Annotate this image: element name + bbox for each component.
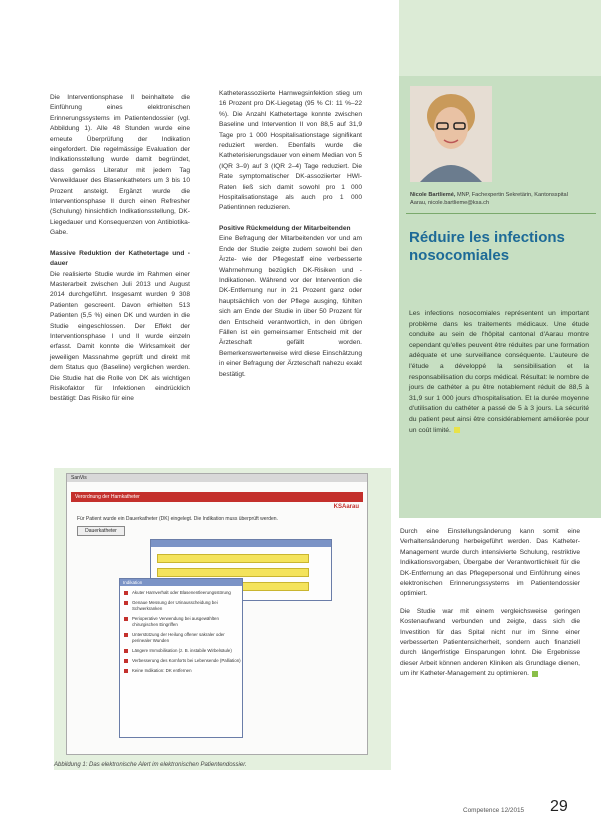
article-column-1	[50, 93, 190, 405]
sidebar-top-band	[399, 0, 601, 76]
article-column-3	[400, 527, 580, 680]
catheter-button[interactable]: Dauerkatheter	[77, 526, 125, 536]
section-heading: Positive Rückmeldung der Mitarbeitenden	[219, 224, 351, 232]
list-item[interactable]: Unterstützung der Heilung offener sakraler oder perinealer Wunden	[120, 632, 242, 644]
indication-dialog	[119, 578, 243, 738]
list-item[interactable]: Keine Indikation: DK entfernen	[120, 668, 242, 674]
list-item[interactable]: Genaue Messung der Urinausscheidung bei Schwerkranken	[120, 600, 242, 612]
author-details: MNP, Fachexpertin Sekretärin, Kantonsspital Aarau, nicole.bartlieme@ksa.ch	[410, 192, 568, 207]
paragraph: Durch eine Einstellungsänderung kann somit eine Verhaltensänderung herbeigeführt werden. Das Katheter-Management wurde durch intensivierte Schulung, restriktive Indikationsvorgaben, Übergabe der Verantwortlichkeit für die DK-Entfernung an das Pflegepersonal und Einführung eines elektronischen Erinnerungssystems im Patientendossier optimiert.	[400, 528, 580, 598]
paragraph-text: Die Studie war mit einem vergleichsweise geringen Kostenaufwand verbunden und zeigte, dass sich die Investition für das Spital nicht nur im Sinne einer verbesserten Patientensicherheit, sondern auch finanziell durch längerfristige Einsparungen lohnt. Die Ergebnisse dieser Arbeit können anderen Kliniken als Grundlage dienen, um ihr Katheter-Management zu optimieren.	[400, 607, 580, 678]
window-banner: Verordnung der Harnkatheter	[71, 492, 363, 502]
brand-logo: KSAarau	[333, 504, 359, 510]
paragraph: Die Interventionsphase II beinhaltete die Einführung eines elektronischen Erinnerungssystems im Patientendossier (vgl. Abbildung 1). Alle 48 Stunden wurde eine erneute Überprüfung der Indikation eingefordert. Die regelmässige Evaluation der Indikationsstellung wurde damit begründet, dass gemäss Literatur mit jedem Tag Verweildauer des Blasenkatheters um 3 bis 10 Prozent ansteigt. Ergänzt wurde die Interventionsphase II durch einen Refresher (Schulung) hinsichtlich Indikationsstellung, DK-Liegedauer und Konsequenzen von Antibiotika-Gabe.	[50, 94, 190, 237]
window-title: SanVis	[67, 474, 367, 482]
dialog-titlebar	[151, 540, 331, 547]
sidebar-summary	[409, 309, 589, 436]
journal-footer: Competence 12/2015	[463, 807, 525, 814]
paragraph: Katheterassoziierte Harnwegsinfektion stieg um 16 Prozent pro DK-Liegetag (95 % CI: 11 %–22 %). Die Anzahl Kathetertage konnte zwischen Baseline und Intervention II von 88,5 auf 31,9 Tage pro 1 000 Hospitalisationstage signifikant reduziert werden. Ebenfalls wurde die Katheterisierungsdauer von einem Median von 5 (IQR 3–9) auf 3 (IQR 2–4) Tage reduziert. Die Rate symptomatischer DK-assoziierter HWI-Raten ließ sich damit sowohl pro 1 000 Hospitalisationstage als auch pro 1 000 Patientinnen reduzieren.	[219, 90, 362, 212]
list-item[interactable]: Perioperative Verwendung bei ausgewählten chirurgischen Eingriffen	[120, 616, 242, 628]
list-item[interactable]: Verbesserung des Komforts bei Lebensende (Palliation)	[120, 658, 242, 664]
divider	[406, 213, 596, 214]
summary-text: Les infections nosocomiales représentent un important problème dans les traitements médicaux. Une étude conduite au sein de l'hôpital cantonal d'Aarau montre cependant qu'elles peuvent être réduites par une formation adéquate et une surveillance conséquente. L'auteure de l'étude a développé la sensibilisation et la responsabilisation du corps médical. Résultat: le nombre de jours de cathéter a pu être notablement réduit de 88,5 à 31,9 sur 1 000 jours d'hospitalisation. Et la durée moyenne d'utilisation du cathéter a passé de 5 à 3 jours. La sécurité du patient peut ainsi être considérablement améliorée pour un coût limité.	[409, 310, 589, 434]
highlight-row	[157, 554, 309, 563]
paragraph: Eine Befragung der Mitarbeitenden vor und am Ende der Studie zeigte zudem sowohl bei den Ärzte- wie der Pflegestaff eine verbesserte Wahrnehmung bezüglich DK-Risiken und -Indikationen. Während vor der Intervention die DK-Entfernung nur in 21 Prozent ganz oder hauptsächlich von der Pflege ausging, fühlten sich am Ende der Studie in über 50 Prozent für den Entscheid verantwortlich, in den übrigen Fällen ist ein gemeinsamer Entscheid mit der Ärzteschaft gefällt worden. Bemerkenswerterweise wird diese Einschätzung in einer Befragung der Ärzteschaft nahezu exakt bestätigt.	[219, 235, 362, 378]
window-message: Für Patient wurde ein Dauerkatheter (DK) eingelegt. Die Indikation muss überprüft werden.	[77, 516, 278, 522]
photo-caption	[410, 191, 570, 208]
highlight-row	[157, 568, 309, 577]
dialog-titlebar: Indikation	[120, 579, 242, 586]
section-heading: Massive Reduktion der Kathetertage und -dauer	[50, 249, 190, 268]
list-item[interactable]: Längere Immobilisation (z. B. instabile Wirbelsäule)	[120, 648, 242, 654]
sidebar-title: Réduire les infections nosocomiales	[409, 229, 565, 264]
end-square-icon	[532, 671, 538, 677]
article-column-2	[219, 89, 362, 380]
author-name: Nicole Bartliemé,	[410, 192, 456, 198]
paragraph	[400, 607, 580, 680]
list-item[interactable]: Akuter Harnverhalt oder Blasenentleerungsstörung	[120, 590, 242, 596]
figure-caption: Abbildung 1: Das elektronische Alert im elektronischen Patientendossier.	[54, 762, 247, 768]
paragraph: Die realisierte Studie wurde im Rahmen einer Masterarbeit zwischen Juli 2013 und August 2014 durchgeführt. Insgesamt wurden 9 308 Patienten gescreent. Davon erhielten 513 Patienten (5,5 %) einen DK und wurden in die Studie eingeschlossen. Der Effekt der Interventionsphase I und II wurde einzeln erfasst. Damit konnte die Wirksamkeit der jeweiligen Massnahme geprüft und direkt mit dem Status quo (Baseline) verglichen werden. Die Studie hat die Rolle von DK als wichtigen Risikofaktor für Infektionen eindrücklich bestätigt: Das Risiko für eine	[50, 270, 190, 403]
page-number: 29	[550, 798, 568, 815]
end-square-icon	[454, 427, 460, 433]
author-photo	[410, 86, 492, 182]
